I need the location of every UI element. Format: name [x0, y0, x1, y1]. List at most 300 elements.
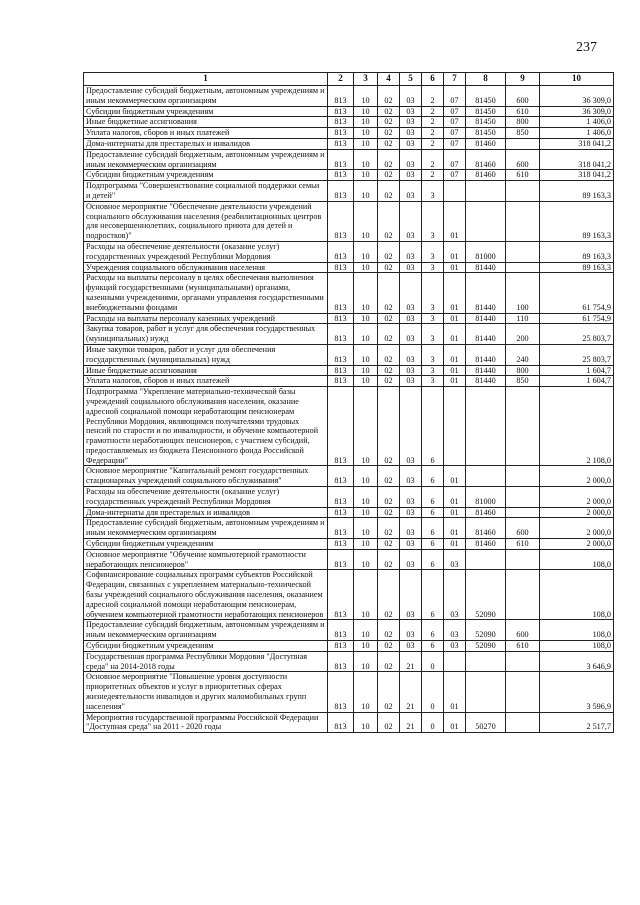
code-cell: 610: [506, 539, 540, 550]
table-row: [84, 651, 614, 672]
code-cell: 81440: [466, 262, 506, 273]
code-cell: 81440: [466, 313, 506, 324]
code-cell: [506, 387, 540, 466]
row-name-cell: Субсидии бюджетным учреждениям: [84, 539, 328, 550]
code-cell: 01: [444, 376, 466, 387]
code-cell: 02: [378, 376, 400, 387]
code-cell: 02: [378, 241, 400, 262]
code-cell: 81450: [466, 86, 506, 107]
code-cell: 03: [400, 313, 422, 324]
code-cell: 2: [422, 106, 444, 117]
code-cell: 10: [354, 518, 378, 539]
code-cell: 10: [354, 273, 378, 313]
row-name-cell: Субсидии бюджетным учреждениям: [84, 106, 328, 117]
code-cell: 813: [328, 241, 354, 262]
row-name-cell: Основное мероприятие "Повышение уровня доступности приоритетных объектов и услуг в приоритетных сферах жизнедеятельности инвалидов и других маломобильных групп населения": [84, 672, 328, 712]
code-cell: 21: [400, 651, 422, 672]
code-cell: 2: [422, 128, 444, 139]
code-cell: 03: [444, 641, 466, 652]
code-cell: 03: [444, 549, 466, 570]
code-cell: 3: [422, 376, 444, 387]
code-cell: 02: [378, 262, 400, 273]
code-cell: 3: [422, 201, 444, 241]
table-row: [84, 117, 614, 128]
code-cell: 600: [506, 86, 540, 107]
code-cell: [506, 201, 540, 241]
code-cell: 03: [400, 138, 422, 149]
code-cell: 10: [354, 641, 378, 652]
code-cell: 800: [506, 117, 540, 128]
table-row: [84, 170, 614, 181]
row-name-cell: Субсидии бюджетным учреждениям: [84, 170, 328, 181]
code-cell: 81440: [466, 344, 506, 365]
amount-cell: 108,0: [540, 620, 614, 641]
code-cell: [506, 712, 540, 733]
code-cell: 03: [400, 466, 422, 487]
code-cell: [506, 549, 540, 570]
code-cell: 813: [328, 117, 354, 128]
code-cell: 02: [378, 273, 400, 313]
amount-cell: 61 754,9: [540, 313, 614, 324]
code-cell: 10: [354, 149, 378, 170]
amount-cell: 2 108,0: [540, 387, 614, 466]
code-cell: [466, 181, 506, 202]
code-cell: 81440: [466, 273, 506, 313]
row-name-cell: Софинансирование социальных программ субъектов Российской Федерации, связанных с укреплением материально-технической базы учреждений социального обслуживания населения, оказанием адресной социальной помощи неработающим пенсионерам, обучением компьютерной грамотности неработающих пенсионеров: [84, 570, 328, 620]
code-cell: 01: [444, 507, 466, 518]
code-cell: 81450: [466, 117, 506, 128]
row-name-cell: Уплата налогов, сборов и иных платежей: [84, 128, 328, 139]
table-row: [84, 507, 614, 518]
code-cell: 10: [354, 313, 378, 324]
amount-cell: 1 604,7: [540, 365, 614, 376]
table-row: [84, 241, 614, 262]
code-cell: [506, 651, 540, 672]
code-cell: 81460: [466, 518, 506, 539]
code-cell: 0: [422, 712, 444, 733]
code-cell: 2: [422, 149, 444, 170]
code-cell: 02: [378, 651, 400, 672]
code-cell: 813: [328, 313, 354, 324]
code-cell: 850: [506, 128, 540, 139]
code-cell: 01: [444, 487, 466, 508]
code-cell: [444, 651, 466, 672]
code-cell: 100: [506, 273, 540, 313]
code-cell: 813: [328, 651, 354, 672]
code-cell: 03: [400, 128, 422, 139]
code-cell: 01: [444, 262, 466, 273]
code-cell: [506, 241, 540, 262]
code-cell: 10: [354, 376, 378, 387]
code-cell: 02: [378, 117, 400, 128]
code-cell: 813: [328, 712, 354, 733]
amount-cell: 89 163,3: [540, 181, 614, 202]
code-cell: 813: [328, 570, 354, 620]
code-cell: 10: [354, 86, 378, 107]
code-cell: 813: [328, 262, 354, 273]
amount-cell: 318 041,2: [540, 138, 614, 149]
code-cell: [506, 507, 540, 518]
column-header: 6: [422, 73, 444, 86]
code-cell: 813: [328, 641, 354, 652]
code-cell: 07: [444, 170, 466, 181]
code-cell: 02: [378, 518, 400, 539]
table-row: [84, 487, 614, 508]
code-cell: 03: [400, 117, 422, 128]
code-cell: 10: [354, 128, 378, 139]
code-cell: 03: [400, 344, 422, 365]
row-name-cell: Предоставление субсидий бюджетным, автономным учреждениям и иным некоммерческим организациям: [84, 86, 328, 107]
code-cell: 03: [400, 86, 422, 107]
amount-cell: 1 406,0: [540, 117, 614, 128]
code-cell: 03: [400, 365, 422, 376]
amount-cell: 2 000,0: [540, 539, 614, 550]
code-cell: 02: [378, 466, 400, 487]
table-row: [84, 549, 614, 570]
code-cell: 02: [378, 712, 400, 733]
table-row: [84, 86, 614, 107]
table-row: [84, 262, 614, 273]
code-cell: 07: [444, 117, 466, 128]
code-cell: 10: [354, 712, 378, 733]
column-header: 10: [540, 73, 614, 86]
row-name-cell: Расходы на выплаты персоналу казенных учреждений: [84, 313, 328, 324]
code-cell: 02: [378, 487, 400, 508]
amount-cell: 36 309,0: [540, 86, 614, 107]
code-cell: 03: [400, 387, 422, 466]
code-cell: 01: [444, 672, 466, 712]
code-cell: 52090: [466, 620, 506, 641]
code-cell: 813: [328, 672, 354, 712]
code-cell: 03: [400, 324, 422, 345]
code-cell: [506, 672, 540, 712]
code-cell: 21: [400, 712, 422, 733]
code-cell: 3: [422, 273, 444, 313]
code-cell: 07: [444, 149, 466, 170]
code-cell: 02: [378, 539, 400, 550]
row-name-cell: Дома-интернаты для престарелых и инвалидов: [84, 138, 328, 149]
budget-table: [83, 72, 614, 733]
code-cell: [466, 549, 506, 570]
code-cell: 81000: [466, 241, 506, 262]
table-row: [84, 518, 614, 539]
code-cell: [506, 466, 540, 487]
code-cell: 10: [354, 117, 378, 128]
column-header: 8: [466, 73, 506, 86]
amount-cell: 3 646,9: [540, 651, 614, 672]
amount-cell: 2 000,0: [540, 487, 614, 508]
code-cell: [466, 672, 506, 712]
code-cell: 813: [328, 149, 354, 170]
row-name-cell: Государственная программа Республики Мордовия "Доступная среда" на 2014-2018 годы: [84, 651, 328, 672]
code-cell: 02: [378, 672, 400, 712]
code-cell: 02: [378, 128, 400, 139]
code-cell: 600: [506, 620, 540, 641]
code-cell: 813: [328, 106, 354, 117]
code-cell: 800: [506, 365, 540, 376]
code-cell: 813: [328, 507, 354, 518]
code-cell: 52090: [466, 641, 506, 652]
code-cell: 240: [506, 344, 540, 365]
code-cell: 07: [444, 86, 466, 107]
table-header-row: [84, 73, 614, 86]
amount-cell: 318 041,2: [540, 170, 614, 181]
code-cell: 813: [328, 128, 354, 139]
table-row: [84, 313, 614, 324]
amount-cell: 108,0: [540, 641, 614, 652]
code-cell: 0: [422, 651, 444, 672]
amount-cell: 2 000,0: [540, 507, 614, 518]
code-cell: 03: [400, 641, 422, 652]
code-cell: 02: [378, 641, 400, 652]
code-cell: 6: [422, 539, 444, 550]
table-row: [84, 324, 614, 345]
amount-cell: 89 163,3: [540, 262, 614, 273]
code-cell: 50270: [466, 712, 506, 733]
code-cell: 03: [400, 201, 422, 241]
code-cell: 6: [422, 466, 444, 487]
code-cell: 01: [444, 344, 466, 365]
table-row: [84, 570, 614, 620]
code-cell: 01: [444, 273, 466, 313]
code-cell: 02: [378, 181, 400, 202]
code-cell: [466, 651, 506, 672]
code-cell: 07: [444, 138, 466, 149]
code-cell: 02: [378, 549, 400, 570]
row-name-cell: Закупка товаров, работ и услуг для обеспечения государственных (муниципальных) нужд: [84, 324, 328, 345]
code-cell: 02: [378, 313, 400, 324]
row-name-cell: Иные бюджетные ассигнования: [84, 117, 328, 128]
code-cell: [506, 570, 540, 620]
code-cell: 10: [354, 466, 378, 487]
amount-cell: 25 803,7: [540, 344, 614, 365]
code-cell: 813: [328, 487, 354, 508]
code-cell: 10: [354, 241, 378, 262]
code-cell: 03: [400, 241, 422, 262]
table-row: [84, 620, 614, 641]
code-cell: 01: [444, 712, 466, 733]
code-cell: 52090: [466, 570, 506, 620]
code-cell: 03: [400, 106, 422, 117]
code-cell: 03: [400, 570, 422, 620]
code-cell: 813: [328, 518, 354, 539]
code-cell: [506, 138, 540, 149]
table-row: [84, 149, 614, 170]
code-cell: 3: [422, 181, 444, 202]
row-name-cell: Учреждения социального обслуживания населения: [84, 262, 328, 273]
row-name-cell: Уплата налогов, сборов и иных платежей: [84, 376, 328, 387]
code-cell: 3: [422, 365, 444, 376]
code-cell: 813: [328, 273, 354, 313]
row-name-cell: Основное мероприятие "Капитальный ремонт государственных стационарных учреждений социального обслуживания": [84, 466, 328, 487]
code-cell: 07: [444, 128, 466, 139]
code-cell: 03: [400, 507, 422, 518]
code-cell: 81460: [466, 170, 506, 181]
code-cell: 02: [378, 387, 400, 466]
column-header: 1: [84, 73, 328, 86]
code-cell: 10: [354, 106, 378, 117]
code-cell: 10: [354, 620, 378, 641]
code-cell: 10: [354, 672, 378, 712]
code-cell: 10: [354, 262, 378, 273]
table-row: [84, 466, 614, 487]
code-cell: 10: [354, 138, 378, 149]
table-row: [84, 273, 614, 313]
code-cell: 813: [328, 466, 354, 487]
code-cell: 600: [506, 149, 540, 170]
column-header: 5: [400, 73, 422, 86]
table-body: [84, 86, 614, 733]
table-row: [84, 641, 614, 652]
code-cell: 01: [444, 241, 466, 262]
code-cell: 03: [400, 518, 422, 539]
code-cell: [506, 181, 540, 202]
code-cell: 01: [444, 365, 466, 376]
code-cell: 813: [328, 201, 354, 241]
row-name-cell: Предоставление субсидий бюджетным, автономным учреждениям и иным некоммерческим организациям: [84, 518, 328, 539]
amount-cell: 108,0: [540, 570, 614, 620]
amount-cell: 1 406,0: [540, 128, 614, 139]
code-cell: 01: [444, 539, 466, 550]
table-row: [84, 672, 614, 712]
code-cell: 10: [354, 507, 378, 518]
code-cell: 813: [328, 365, 354, 376]
table-row: [84, 128, 614, 139]
column-header: 2: [328, 73, 354, 86]
code-cell: 813: [328, 170, 354, 181]
code-cell: 81460: [466, 507, 506, 518]
code-cell: 02: [378, 324, 400, 345]
code-cell: 03: [444, 620, 466, 641]
code-cell: 81460: [466, 138, 506, 149]
amount-cell: 89 163,3: [540, 241, 614, 262]
amount-cell: 89 163,3: [540, 201, 614, 241]
code-cell: 6: [422, 620, 444, 641]
row-name-cell: Предоставление субсидий бюджетным, автономным учреждениям и иным некоммерческим организациям: [84, 620, 328, 641]
code-cell: 10: [354, 549, 378, 570]
code-cell: [506, 262, 540, 273]
row-name-cell: Основное мероприятие "Обеспечение деятельности учреждений социального обслуживания населения (реабилитационных центров для несовершеннолетних, социального приюта для детей и подростков)": [84, 201, 328, 241]
row-name-cell: Иные закупки товаров, работ и услуг для обеспечения государственных (муниципальных) нужд: [84, 344, 328, 365]
code-cell: 10: [354, 651, 378, 672]
row-name-cell: Подпрограмма "Совершенствование социальной поддержки семьи и детей": [84, 181, 328, 202]
column-header: 9: [506, 73, 540, 86]
code-cell: 03: [400, 620, 422, 641]
code-cell: 10: [354, 324, 378, 345]
amount-cell: 3 596,9: [540, 672, 614, 712]
code-cell: 600: [506, 518, 540, 539]
code-cell: 3: [422, 324, 444, 345]
code-cell: 10: [354, 170, 378, 181]
code-cell: 10: [354, 344, 378, 365]
code-cell: 01: [444, 313, 466, 324]
code-cell: 6: [422, 387, 444, 466]
code-cell: 10: [354, 365, 378, 376]
code-cell: 81460: [466, 149, 506, 170]
code-cell: 01: [444, 466, 466, 487]
table-row: [84, 539, 614, 550]
table-row: [84, 387, 614, 466]
amount-cell: 2 000,0: [540, 518, 614, 539]
code-cell: 6: [422, 518, 444, 539]
table-row: [84, 376, 614, 387]
code-cell: 81460: [466, 539, 506, 550]
row-name-cell: Предоставление субсидий бюджетным, автономным учреждениям и иным некоммерческим организациям: [84, 149, 328, 170]
amount-cell: 61 754,9: [540, 273, 614, 313]
row-name-cell: Дома-интернаты для престарелых и инвалидов: [84, 507, 328, 518]
code-cell: 10: [354, 570, 378, 620]
row-name-cell: Иные бюджетные ассигнования: [84, 365, 328, 376]
code-cell: [444, 387, 466, 466]
row-name-cell: Основное мероприятие "Обучение компьютерной грамотности неработающих пенсионеров": [84, 549, 328, 570]
code-cell: 21: [400, 672, 422, 712]
code-cell: 610: [506, 641, 540, 652]
code-cell: 03: [400, 273, 422, 313]
code-cell: 813: [328, 344, 354, 365]
code-cell: 02: [378, 507, 400, 518]
amount-cell: 108,0: [540, 549, 614, 570]
code-cell: 02: [378, 138, 400, 149]
code-cell: [506, 487, 540, 508]
code-cell: 2: [422, 86, 444, 107]
row-name-cell: Расходы на выплаты персоналу в целях обеспечения выполнения функций государственными (муниципальными) органами, казенными учреждениями, органами управления государственными внебюджетными фондами: [84, 273, 328, 313]
row-name-cell: Расходы на обеспечение деятельности (оказание услуг) государственных учреждений Республики Мордовия: [84, 241, 328, 262]
code-cell: 03: [400, 549, 422, 570]
code-cell: 2: [422, 117, 444, 128]
code-cell: 2: [422, 138, 444, 149]
code-cell: 02: [378, 149, 400, 170]
code-cell: 10: [354, 387, 378, 466]
code-cell: 3: [422, 241, 444, 262]
row-name-cell: Подпрограмма "Укрепление материально-технической базы учреждений социального обслуживания населения, оказание адресной социальной помощи неработающим пенсионерам Республики Мордовия, являющимся получателями трудовых пенсий по старости и по инвалидности, и обучение компьютерной грамотности неработающих пенсионеров, с участием субсидий, предоставляемых из бюджета Пенсионного фонда Российской Федерации": [84, 387, 328, 466]
code-cell: 3: [422, 262, 444, 273]
code-cell: 813: [328, 138, 354, 149]
amount-cell: 2 000,0: [540, 466, 614, 487]
code-cell: 03: [400, 487, 422, 508]
code-cell: 6: [422, 570, 444, 620]
code-cell: [466, 466, 506, 487]
code-cell: 01: [444, 201, 466, 241]
code-cell: 0: [422, 672, 444, 712]
code-cell: 02: [378, 344, 400, 365]
code-cell: 110: [506, 313, 540, 324]
code-cell: 813: [328, 549, 354, 570]
code-cell: 10: [354, 181, 378, 202]
code-cell: 6: [422, 641, 444, 652]
table-row: [84, 712, 614, 733]
code-cell: 10: [354, 201, 378, 241]
amount-cell: 2 517,7: [540, 712, 614, 733]
column-header: 4: [378, 73, 400, 86]
amount-cell: 36 309,0: [540, 106, 614, 117]
code-cell: 02: [378, 86, 400, 107]
row-name-cell: Расходы на обеспечение деятельности (оказание услуг) государственных учреждений Республики Мордовия: [84, 487, 328, 508]
code-cell: 813: [328, 324, 354, 345]
code-cell: 81450: [466, 128, 506, 139]
code-cell: 850: [506, 376, 540, 387]
code-cell: 610: [506, 170, 540, 181]
page-number: 237: [576, 40, 597, 55]
code-cell: 200: [506, 324, 540, 345]
code-cell: 03: [400, 181, 422, 202]
code-cell: 813: [328, 387, 354, 466]
code-cell: [444, 181, 466, 202]
code-cell: 07: [444, 106, 466, 117]
code-cell: 03: [400, 170, 422, 181]
code-cell: 03: [400, 376, 422, 387]
code-cell: 2: [422, 170, 444, 181]
code-cell: 813: [328, 376, 354, 387]
